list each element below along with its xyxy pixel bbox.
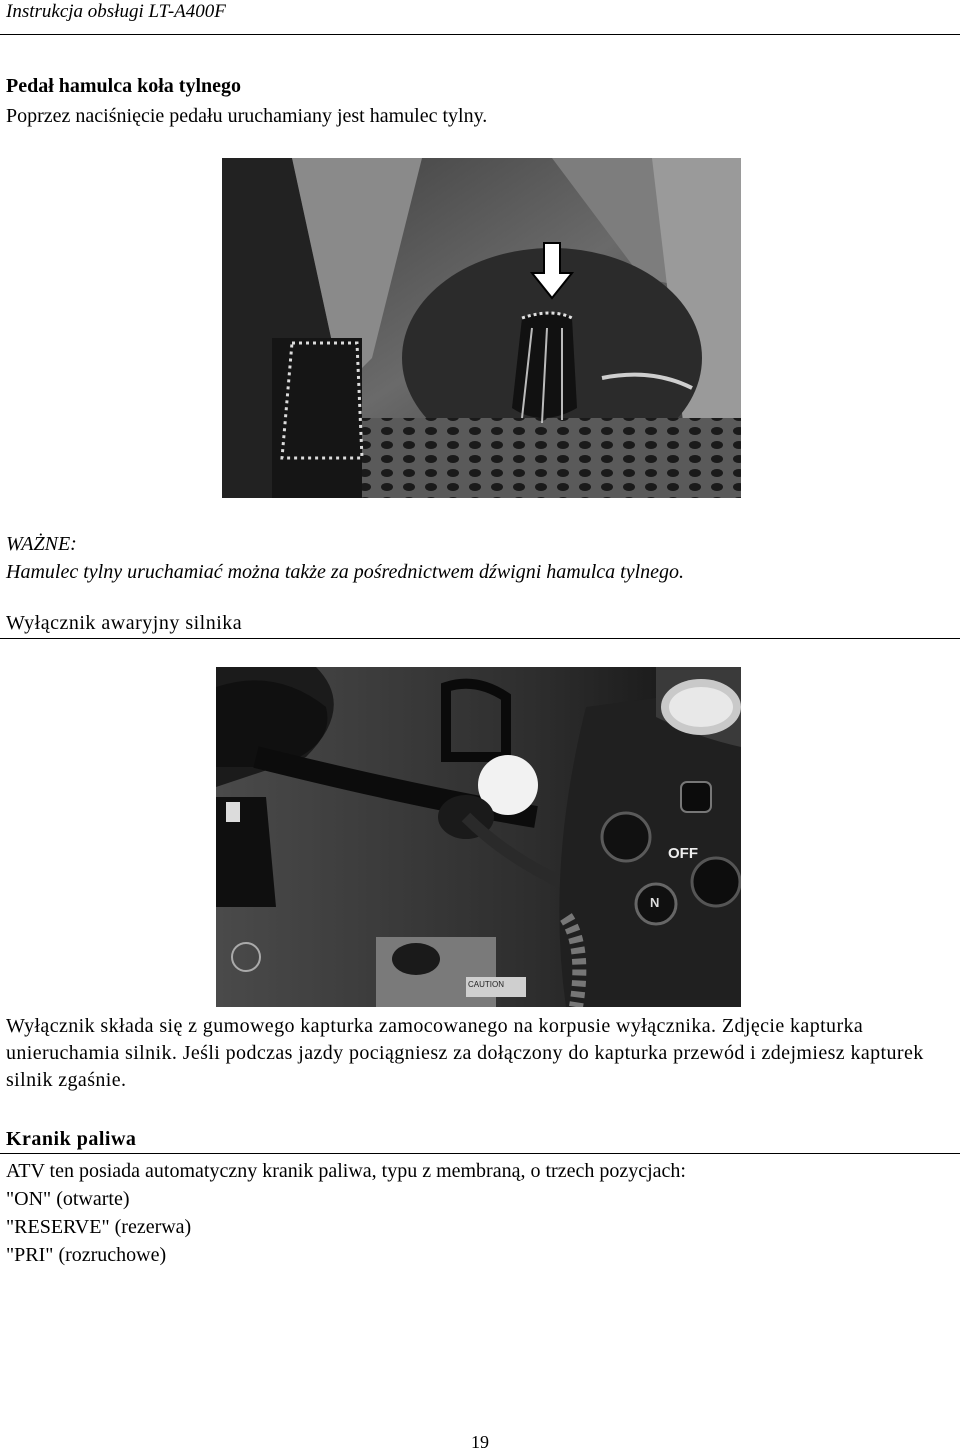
header-rule [0,34,960,35]
section-heading-kill-switch: Wyłącznik awaryjny silnika [6,612,243,634]
photo-label-n: N [650,895,660,910]
photo-label-caution: CAUTION [468,980,504,989]
rear-brake-pedal-photo [222,158,741,498]
fuel-valve-intro: ATV ten posiada automatyczny kranik paliwa, typu z membraną, o trzech pozycjach: [6,1160,686,1182]
section-rule-fuel-valve [0,1153,960,1154]
engine-kill-switch-photo [216,667,741,1007]
section-text-rear-brake: Poprzez naciśnięcie pedału uruchamiany jest hamulec tylny. [6,105,488,127]
kill-switch-description: Wyłącznik składa się z gumowego kapturka zamocowanego na korpusie wyłącznika. Zdjęcie kapturka unieruchamia silnik. Jeśli podczas jazdy pociągniesz za dołączony do kapturka przewód i zdejmiesz kapturek silnik zgaśnie. [6,1015,924,1091]
page-number: 19 [471,1432,489,1452]
section-rule-kill-switch [0,638,960,639]
note-text: Hamulec tylny uruchamiać można także za pośrednictwem dźwigni hamulca tylnego. [6,561,685,583]
fuel-valve-position-on: "ON" (otwarte) [6,1188,130,1210]
section-heading-fuel-valve: Kranik paliwa [6,1128,137,1150]
fuel-valve-position-reserve: "RESERVE" (rezerwa) [6,1216,192,1238]
fuel-valve-position-pri: "PRI" (rozruchowe) [6,1244,167,1266]
document-header: Instrukcja obsługi LT-A400F [6,1,226,22]
note-label: WAŻNE: [6,533,77,555]
section-heading-rear-brake: Pedał hamulca koła tylnego [6,75,242,97]
photo-label-off: OFF [668,845,698,862]
